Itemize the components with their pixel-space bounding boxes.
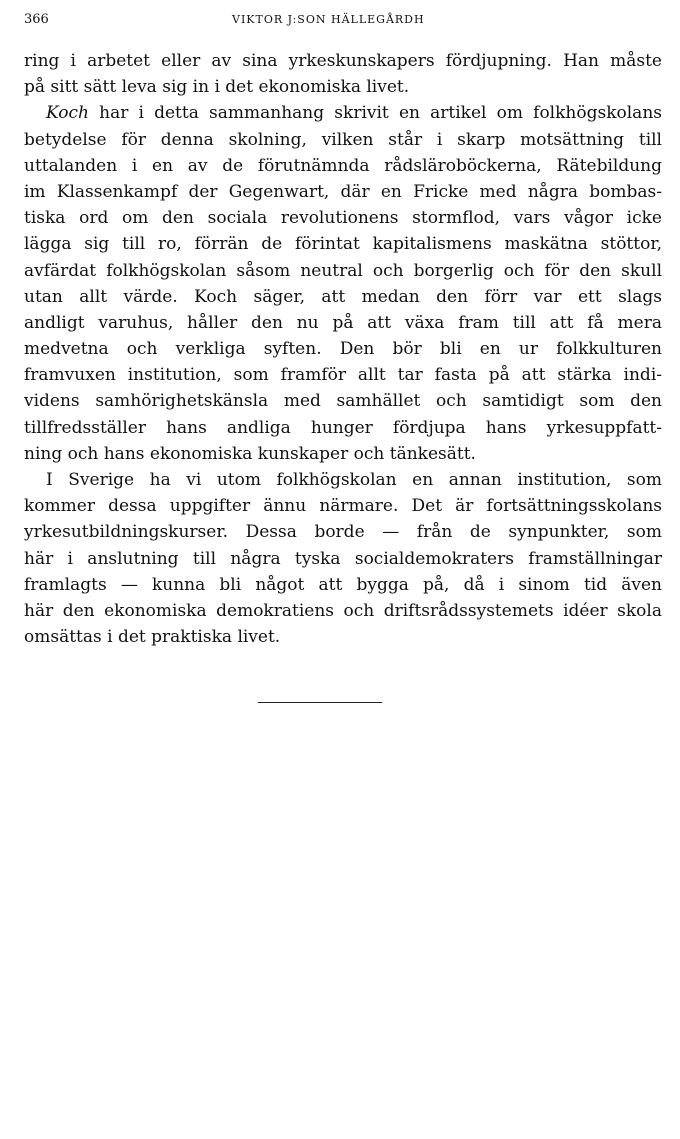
text-line: ning och hans ekonomiska kunskaper och tänkesätt. [24, 443, 476, 464]
text-line-rest: har i detta sammanhang skrivit en artikel om folkhögskolans [88, 103, 662, 124]
italic-author-name: Koch [46, 103, 89, 124]
text-line: lägga sig till ro, förrän de förintat kapitalismens maskätna stöttor, [24, 234, 662, 255]
text-line: im Klassenkampf der Gegenwart, där en Fricke med några bombas- [24, 181, 662, 202]
text-line: betydelse för denna skolning, vilken står i skarp motsättning till [24, 129, 662, 150]
paragraph-1 [24, 48, 662, 100]
text-line: videns samhörighetskänsla med samhället och samtidigt som den [24, 391, 662, 412]
running-title: VIKTOR J:SON HÄLLEGÅRDH [232, 13, 425, 26]
text-line: på sitt sätt leva sig in i det ekonomiska livet. [24, 77, 410, 98]
text-line: här i anslutning till några tyska socialdemokraters framställningar [24, 548, 662, 569]
text-line [24, 100, 662, 126]
text-line: avfärdat folkhögskolan såsom neutral och borgerlig och för den skull [24, 260, 662, 281]
running-head [24, 8, 662, 30]
paragraph-2 [24, 100, 662, 467]
document-page [24, 8, 662, 650]
text-line: här den ekonomiska demokratiens och driftsrådssystemets idéer skola [24, 600, 662, 621]
text-line: I Sverige ha vi utom folkhögskolan en annan institution, som [46, 470, 662, 490]
text-line: tiska ord om den sociala revolutionens stormflod, vars vågor icke [24, 208, 662, 229]
text-line: tillfredsställer hans andliga hunger fördjupa hans yrkesuppfatt- [24, 417, 662, 438]
text-line: andligt varuhus, håller den nu på att växa fram till att få mera [24, 312, 662, 333]
text-line: framlagts — kunna bli något att bygga på, då i sinom tid även [24, 574, 662, 595]
text-line: uttalanden i en av de förutnämnda rådsläroböckerna, Rätebildung [24, 155, 662, 176]
text-line: medvetna och verkliga syften. Den bör bli en ur folkkulturen [24, 339, 662, 360]
body-text [24, 48, 662, 650]
text-line: utan allt värde. Koch säger, att medan den förr var ett slags [24, 286, 662, 307]
text-line: omsättas i det praktiska livet. [24, 627, 281, 648]
text-line: framvuxen institution, som framför allt tar fasta på att stärka indi- [24, 365, 662, 386]
text-line: ring i arbetet eller av sina yrkeskunskapers fördjupning. Han måste [24, 51, 662, 71]
text-line: kommer dessa uppgifter ännu närmare. Det är fortsättningsskolans [24, 496, 662, 517]
page-number: 366 [24, 12, 49, 27]
text-line: yrkesutbildningskurser. Dessa borde — från de synpunkter, som [24, 522, 662, 543]
paragraph-3 [24, 467, 662, 650]
section-divider-rule [258, 702, 382, 703]
